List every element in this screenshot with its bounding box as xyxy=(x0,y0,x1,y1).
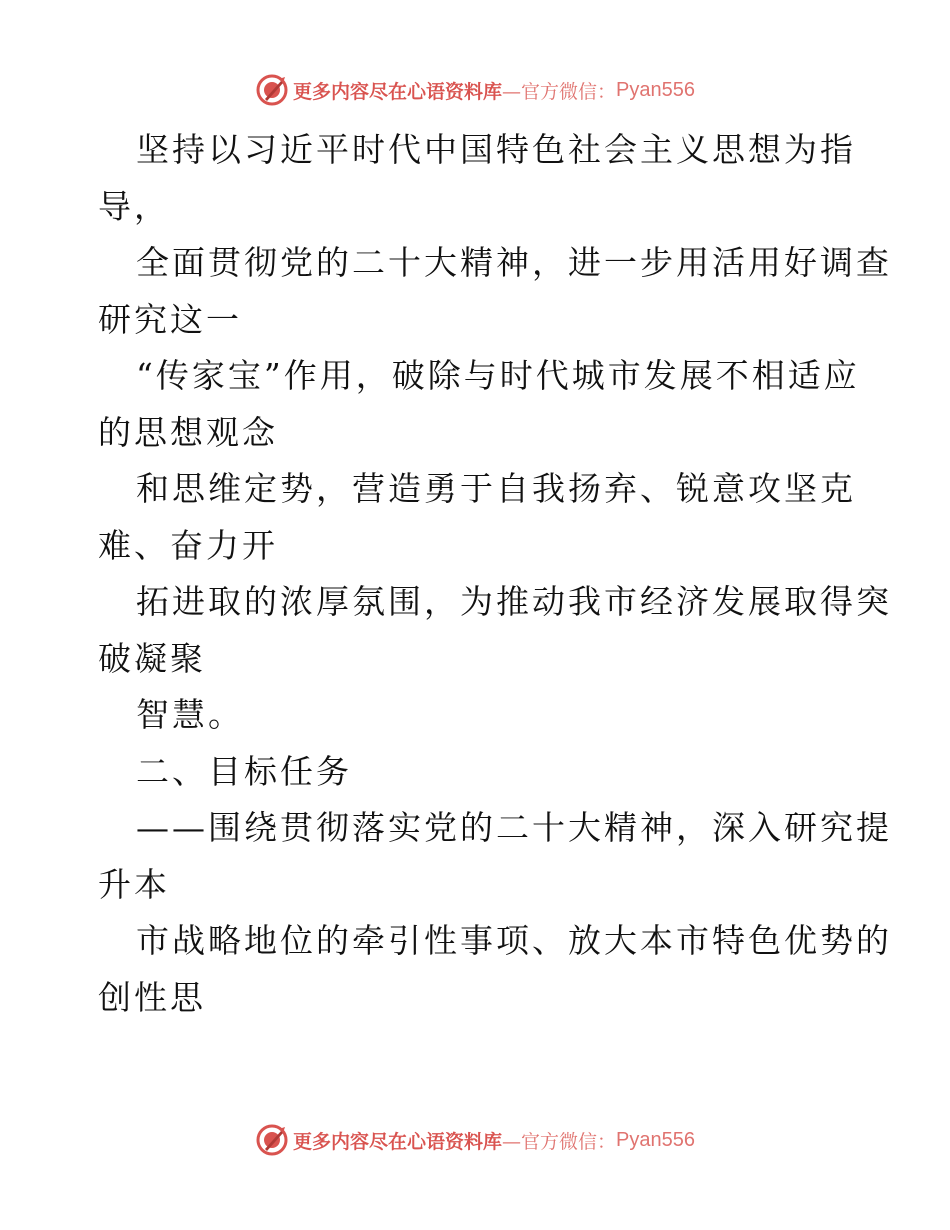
section-heading: 二、目标任务 xyxy=(136,751,352,791)
text-line: “传家宝”作用，破除与时代城市发展不相适应 xyxy=(136,356,860,395)
pen-logo-icon xyxy=(255,73,289,107)
banner-text: 更多内容尽在心语资料库 xyxy=(293,80,503,103)
text-line: 市战略地位的牵引性事项、放大本市特色优势的 xyxy=(136,921,892,960)
text-line: 研究这一 xyxy=(98,299,242,339)
text-line: 坚持以习近平时代中国特色社会主义思想为指 xyxy=(136,130,856,169)
text-line: 升本 xyxy=(98,864,170,904)
text-line: 难、奋力开 xyxy=(98,525,278,565)
text-line: 的思想观念 xyxy=(98,412,278,452)
document-body xyxy=(98,122,892,1026)
text-line: 导， xyxy=(98,186,170,226)
banner-wechat-id: Pyan556 xyxy=(616,78,695,101)
text-line: 智慧。 xyxy=(136,695,244,734)
banner-text: 更多内容尽在心语资料库 xyxy=(293,1130,503,1153)
banner-separator: —官方微信： xyxy=(502,1130,617,1153)
text-line: 拓进取的浓厚氛围，为推动我市经济发展取得突 xyxy=(136,582,892,621)
pen-logo-icon xyxy=(255,1123,289,1157)
text-line: 和思维定势，营造勇于自我扬弃、锐意攻坚克 xyxy=(136,469,856,508)
text-line: 全面贯彻党的二十大精神，进一步用活用好调查 xyxy=(136,243,892,282)
header-banner xyxy=(0,70,950,110)
text-line: 创性思 xyxy=(98,977,206,1017)
banner-wechat-id: Pyan556 xyxy=(616,1128,695,1151)
footer-banner xyxy=(0,1120,950,1160)
text-line: ——围绕贯彻落实党的二十大精神，深入研究提 xyxy=(136,808,892,847)
banner-separator: —官方微信： xyxy=(502,80,617,103)
text-line: 破凝聚 xyxy=(98,638,206,678)
